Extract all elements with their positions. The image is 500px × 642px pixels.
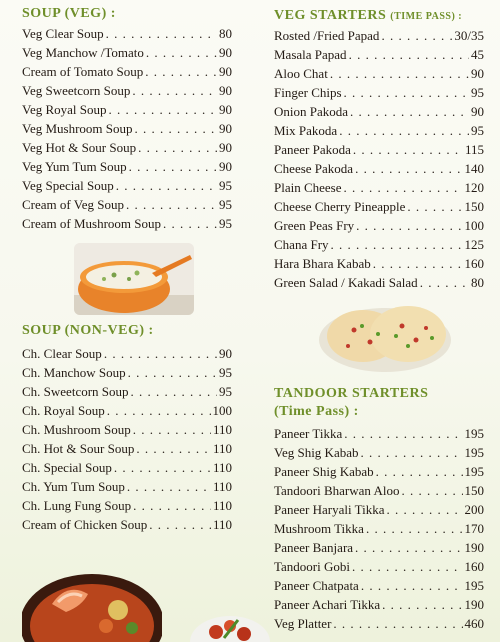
menu-item-price: 100 [212, 403, 232, 418]
menu-item-price: 110 [212, 498, 232, 513]
menu-item-name: Ch. Clear Soup [22, 346, 102, 361]
menu-item-price: 195 [464, 464, 484, 479]
dot-leader [344, 180, 463, 196]
tandoor-heading: TANDOOR STARTERS [274, 386, 429, 401]
menu-item-name: Cream of Veg Soup [22, 197, 124, 212]
menu-item-name: Ch. Lung Fung Soup [22, 498, 132, 513]
menu-item-price: 190 [464, 597, 484, 612]
menu-item [22, 216, 232, 235]
menu-item-name: Paneer Pakoda [274, 142, 351, 157]
menu-item-price: 195 [464, 445, 484, 460]
menu-item-name: Veg Hot & Sour Soup [22, 140, 137, 155]
menu-item-name: Paneer Chatpata [274, 578, 359, 593]
menu-item [22, 479, 232, 498]
papad-platter-photo [318, 296, 452, 376]
menu-item [22, 422, 232, 441]
dot-leader [373, 256, 463, 272]
menu-item [274, 85, 484, 104]
menu-item [274, 559, 484, 578]
menu-item-price: 150 [464, 199, 484, 214]
dot-leader [401, 483, 462, 499]
tandoor-section [274, 386, 484, 635]
veg-starters-list [274, 28, 484, 294]
dot-leader [407, 199, 462, 215]
menu-item-price: 110 [212, 517, 232, 532]
menu-item [22, 159, 232, 178]
dot-leader [149, 517, 211, 533]
menu-item-name: Veg Royal Soup [22, 102, 107, 117]
tandoor-list [274, 426, 484, 635]
menu-item-price: 110 [212, 441, 232, 456]
menu-item-price: 90 [219, 102, 232, 117]
menu-item-name: Green Peas Fry [274, 218, 355, 233]
menu-item-name: Plain Cheese [274, 180, 342, 195]
dot-leader [344, 85, 469, 101]
menu-item [274, 521, 484, 540]
menu-item-price: 95 [471, 85, 484, 100]
dot-leader [135, 121, 217, 137]
soup-nonveg-heading: SOUP (NON-VEG) : [22, 323, 154, 338]
menu-item [274, 123, 484, 142]
menu-item [22, 140, 232, 159]
tandoor-subtitle: (Time Pass) : [274, 404, 359, 419]
dot-leader [133, 422, 211, 438]
menu-item-price: 95 [471, 123, 484, 138]
menu-item-name: Mix Pakoda [274, 123, 338, 138]
menu-item-price: 195 [464, 578, 484, 593]
dot-leader [138, 140, 217, 156]
menu-item-price: 120 [464, 180, 484, 195]
dot-leader [106, 26, 217, 42]
menu-item-name: Ch. Manchow Soup [22, 365, 126, 380]
menu-item-price: 90 [219, 121, 232, 136]
menu-item-name: Cheese Cherry Pineapple [274, 199, 406, 214]
menu-item-price: 170 [464, 521, 484, 536]
menu-item-price: 200 [464, 502, 484, 517]
menu-item-name: Ch. Royal Soup [22, 403, 105, 418]
menu-item-price: 30/35 [454, 28, 484, 43]
dot-leader [420, 275, 469, 291]
cream-soup-photo [74, 243, 194, 315]
menu-item-price: 95 [219, 197, 232, 212]
dot-leader [136, 441, 211, 457]
menu-item [22, 64, 232, 83]
menu-item-price: 90 [219, 45, 232, 60]
dot-leader [381, 28, 452, 44]
menu-item-name: Masala Papad [274, 47, 347, 62]
menu-item-name: Ch. Special Soup [22, 460, 112, 475]
dot-leader [109, 102, 218, 118]
chilli-paneer-photo [190, 612, 270, 642]
menu-item-name: Veg Mushroom Soup [22, 121, 133, 136]
menu-item-name: Cream of Tomato Soup [22, 64, 144, 79]
menu-item-name: Paneer Banjara [274, 540, 354, 555]
menu-item [274, 616, 484, 635]
menu-item-price: 110 [212, 479, 232, 494]
menu-item-name: Veg Manchow /Tomato [22, 45, 144, 60]
dot-leader [330, 66, 469, 82]
menu-item-name: Paneer Shig Kabab [274, 464, 374, 479]
soup-nonveg-list [22, 346, 232, 536]
menu-item-name: Ch. Yum Tum Soup [22, 479, 125, 494]
veg-starters-subtitle: (TIME PASS) : [390, 11, 463, 22]
menu-item-price: 90 [219, 159, 232, 174]
menu-item [22, 102, 232, 121]
menu-item-price: 190 [464, 540, 484, 555]
dot-leader [366, 521, 463, 537]
dot-leader [361, 578, 463, 594]
veg-starters-title: VEG STARTERS [274, 8, 387, 23]
dot-leader [114, 460, 211, 476]
menu-item [274, 502, 484, 521]
menu-item-name: Cream of Chicken Soup [22, 517, 148, 532]
menu-item-price: 460 [464, 616, 484, 631]
menu-item [274, 161, 484, 180]
menu-item [274, 275, 484, 294]
dot-leader [129, 159, 217, 175]
menu-item [22, 460, 232, 479]
menu-item-price: 90 [219, 64, 232, 79]
dot-leader [352, 559, 463, 575]
dot-leader [146, 45, 217, 61]
menu-item [274, 47, 484, 66]
menu-item [274, 445, 484, 464]
dot-leader [350, 104, 469, 120]
menu-item-price: 160 [464, 559, 484, 574]
dot-leader [386, 502, 462, 518]
menu-item-price: 160 [464, 256, 484, 271]
menu-item-price: 90 [219, 83, 232, 98]
menu-item-name: Paneer Haryali Tikka [274, 502, 385, 517]
dot-leader [145, 64, 217, 80]
dot-leader [107, 403, 211, 419]
dot-leader [163, 216, 217, 232]
menu-item-price: 140 [464, 161, 484, 176]
menu-item-name: Chana Fry [274, 237, 329, 252]
menu-item-name: Tandoori Bharwan Aloo [274, 483, 400, 498]
menu-item [274, 597, 484, 616]
dot-leader [349, 47, 469, 63]
soup-nonveg-section [22, 323, 232, 536]
menu-item-name: Mushroom Tikka [274, 521, 364, 536]
dot-leader [133, 498, 211, 514]
menu-item-name: Cheese Pakoda [274, 161, 354, 176]
menu-item [274, 142, 484, 161]
dot-leader [128, 365, 217, 381]
menu-item-name: Rosted /Fried Papad [274, 28, 380, 43]
menu-item [274, 28, 484, 47]
soup-veg-heading: SOUP (VEG) : [22, 6, 116, 21]
menu-item-name: Aloo Chat [274, 66, 328, 81]
menu-item [274, 540, 484, 559]
dot-leader [353, 142, 463, 158]
menu-item-price: 150 [464, 483, 484, 498]
menu-item-name: Finger Chips [274, 85, 342, 100]
menu-item-name: Tandoori Gobi [274, 559, 350, 574]
dot-leader [356, 218, 462, 234]
menu-item [22, 121, 232, 140]
menu-item [22, 365, 232, 384]
soup-veg-list [22, 26, 232, 235]
menu-item-price: 195 [464, 426, 484, 441]
menu-item-name: Hara Bhara Kabab [274, 256, 371, 271]
menu-item-price: 90 [471, 66, 484, 81]
menu-item-name: Veg Special Soup [22, 178, 114, 193]
menu-item-name: Onion Pakoda [274, 104, 349, 119]
dot-leader [127, 479, 211, 495]
dot-leader [333, 616, 462, 632]
veg-starters-section [274, 8, 484, 294]
menu-item [22, 403, 232, 422]
menu-item-name: Ch. Mushroom Soup [22, 422, 131, 437]
dot-leader [355, 161, 462, 177]
menu-item-price: 95 [219, 384, 232, 399]
menu-item-price: 90 [219, 140, 232, 155]
menu-item [274, 483, 484, 502]
menu-item [274, 180, 484, 199]
menu-item-price: 80 [471, 275, 484, 290]
dot-leader [331, 237, 463, 253]
menu-item [22, 346, 232, 365]
menu-item-price: 110 [212, 422, 232, 437]
menu-item [22, 83, 232, 102]
menu-item [274, 256, 484, 275]
menu-item-name: Paneer Tikka [274, 426, 343, 441]
dot-leader [126, 197, 217, 213]
menu-item-name: Ch. Hot & Sour Soup [22, 441, 135, 456]
soup-veg-section [22, 6, 232, 235]
menu-item [22, 197, 232, 216]
seafood-soup-photo [22, 554, 162, 642]
menu-item-name: Veg Sweetcorn Soup [22, 83, 131, 98]
menu-item-price: 115 [464, 142, 484, 157]
menu-item [274, 218, 484, 237]
menu-item [274, 464, 484, 483]
dot-leader [355, 540, 462, 556]
menu-item-price: 95 [219, 178, 232, 193]
menu-item [22, 178, 232, 197]
menu-item-name: Veg Yum Tum Soup [22, 159, 127, 174]
menu-item-name: Green Salad / Kakadi Salad [274, 275, 418, 290]
menu-item [22, 441, 232, 460]
menu-item [274, 104, 484, 123]
menu-item-price: 110 [212, 460, 232, 475]
menu-item [22, 26, 232, 45]
menu-item-price: 95 [219, 365, 232, 380]
dot-leader [382, 597, 462, 613]
menu-item [22, 384, 232, 403]
dot-leader [131, 384, 217, 400]
menu-item-price: 125 [464, 237, 484, 252]
dot-leader [376, 464, 463, 480]
menu-item [274, 66, 484, 85]
menu-item [274, 199, 484, 218]
menu-item [22, 45, 232, 64]
dot-leader [116, 178, 217, 194]
menu-item-price: 45 [471, 47, 484, 62]
menu-item [274, 237, 484, 256]
menu-item-name: Veg Platter [274, 616, 332, 631]
veg-starters-heading [274, 8, 484, 24]
menu-item-name: Paneer Achari Tikka [274, 597, 381, 612]
menu-item-price: 95 [219, 216, 232, 231]
menu-item-name: Cream of Mushroom Soup [22, 216, 162, 231]
dot-leader [104, 346, 217, 362]
menu-item-name: Veg Shig Kabab [274, 445, 359, 460]
menu-item-price: 90 [219, 346, 232, 361]
dot-leader [132, 83, 217, 99]
menu-item [22, 498, 232, 517]
dot-leader [339, 123, 469, 139]
menu-item-price: 80 [219, 26, 232, 41]
dot-leader [344, 426, 462, 442]
menu-item-name: Ch. Sweetcorn Soup [22, 384, 129, 399]
menu-item [274, 578, 484, 597]
menu-item-price: 100 [464, 218, 484, 233]
menu-item [274, 426, 484, 445]
menu-item-price: 90 [471, 104, 484, 119]
menu-item-name: Veg Clear Soup [22, 26, 104, 41]
dot-leader [361, 445, 463, 461]
menu-item [22, 517, 232, 536]
